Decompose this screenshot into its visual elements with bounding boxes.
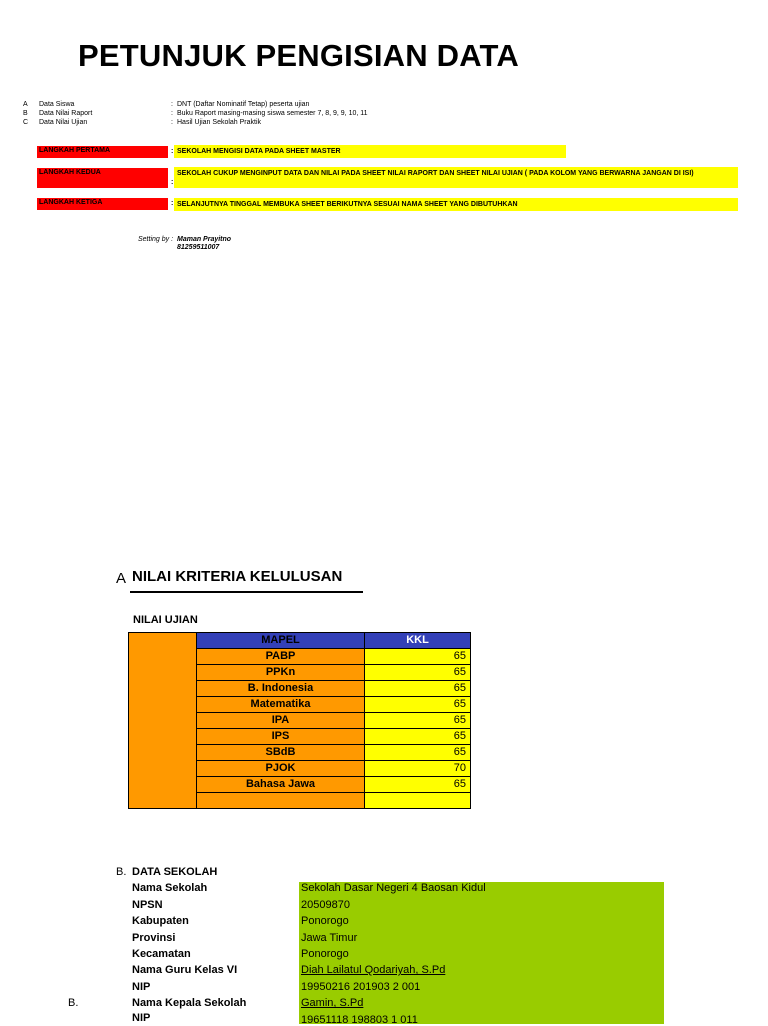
mapel-cell[interactable]: Matematika — [197, 697, 365, 713]
item-name: Data Siswa — [39, 101, 75, 108]
step-text: SELANJUTNYA TINGGAL MEMBUKA SHEET BERIKUTNYA SESUAI NAMA SHEET YANG DIBUTUHKAN — [174, 198, 738, 211]
nilai-ujian-heading: NILAI UJIAN — [133, 614, 198, 626]
field-value-nama-guru[interactable]: Diah Lailatul Qodariyah, S.Pd — [301, 964, 446, 976]
merged-side-cell — [129, 633, 197, 809]
item-colon: : — [171, 119, 173, 126]
mapel-cell[interactable]: PABP — [197, 649, 365, 665]
field-value-provinsi[interactable]: Jawa Timur — [301, 932, 358, 944]
field-label-nama-guru: Nama Guru Kelas VI — [132, 964, 238, 976]
step-colon: : — [171, 200, 174, 207]
kkl-cell[interactable]: 65 — [365, 649, 471, 665]
item-desc: Hasil Ujian Sekolah Praktik — [177, 119, 262, 126]
item-name: Data Nilai Raport — [39, 110, 93, 117]
field-label-nip-kepala: NIP — [132, 1012, 151, 1024]
field-label-kecamatan: Kecamatan — [132, 948, 191, 960]
field-value-npsn[interactable]: 20509870 — [301, 899, 350, 911]
step-colon: : — [171, 148, 174, 155]
mapel-cell[interactable] — [197, 793, 365, 809]
field-label-provinsi: Provinsi — [132, 932, 176, 944]
mapel-cell[interactable]: IPS — [197, 729, 365, 745]
section-a-letter: A — [116, 570, 127, 587]
kkl-cell[interactable]: 65 — [365, 745, 471, 761]
kkl-cell[interactable]: 65 — [365, 713, 471, 729]
item-colon: : — [171, 101, 173, 108]
item-letter: B — [23, 110, 28, 117]
item-colon: : — [171, 110, 173, 117]
field-value-nip-guru[interactable]: 19950216 201903 2 001 — [301, 981, 421, 993]
step-label: LANGKAH PERTAMA — [37, 146, 168, 158]
field-label-kepala-sekolah: Nama Kepala Sekolah — [132, 997, 247, 1009]
page-title: PETUNJUK PENGISIAN DATA — [78, 38, 519, 73]
setting-label: Setting by : — [138, 236, 174, 243]
kkl-cell[interactable]: 70 — [365, 761, 471, 777]
kkl-cell[interactable]: 65 — [365, 777, 471, 793]
item-name: Data Nilai Ujian — [39, 119, 88, 126]
mapel-cell[interactable]: SBdB — [197, 745, 365, 761]
kkl-table — [128, 632, 471, 809]
item-desc: Buku Raport masing-masing siswa semester 7, 8, 9, 9, 10, 11 — [177, 110, 368, 117]
section-b-title: DATA SEKOLAH — [132, 866, 218, 878]
field-value-nip-kepala[interactable]: 19651118 198803 1 011 — [301, 1014, 418, 1026]
item-letter: A — [23, 101, 28, 108]
field-value-nama-sekolah[interactable]: Sekolah Dasar Negeri 4 Baosan Kidul — [301, 882, 486, 894]
item-letter: C — [23, 119, 29, 126]
kkl-cell[interactable]: 65 — [365, 729, 471, 745]
section-b-letter-2: B. — [68, 997, 79, 1009]
section-a-title: NILAI KRITERIA KELULUSAN — [132, 568, 343, 585]
setting-name: Maman Prayitno — [177, 236, 232, 243]
mapel-cell[interactable]: IPA — [197, 713, 365, 729]
kkl-cell[interactable]: 65 — [365, 697, 471, 713]
field-label-kabupaten: Kabupaten — [132, 915, 189, 927]
column-header-kkl: KKL — [365, 633, 471, 649]
setting-phone: 81259511007 — [177, 244, 220, 251]
mapel-cell[interactable]: Bahasa Jawa — [197, 777, 365, 793]
kkl-cell[interactable] — [365, 793, 471, 809]
mapel-cell[interactable]: PJOK — [197, 761, 365, 777]
section-a-underline — [130, 591, 363, 593]
section-b-letter: B. — [116, 866, 127, 878]
field-label-nip-guru: NIP — [132, 981, 151, 993]
field-value-kecamatan[interactable]: Ponorogo — [301, 948, 349, 960]
mapel-cell[interactable]: B. Indonesia — [197, 681, 365, 697]
step-text: SEKOLAH MENGISI DATA PADA SHEET MASTER — [174, 145, 566, 158]
kkl-cell[interactable]: 65 — [365, 681, 471, 697]
step-text: SEKOLAH CUKUP MENGINPUT DATA DAN NILAI PADA SHEET NILAI RAPORT DAN SHEET NILAI UJIAN ( PADA KOLOM YANG BERWARNA JANGAN DI ISI) — [174, 167, 738, 188]
column-header-mapel: MAPEL — [197, 633, 365, 649]
step-label: LANGKAH KEDUA — [37, 168, 168, 188]
field-value-kabupaten[interactable]: Ponorogo — [301, 915, 349, 927]
step-label: LANGKAH KETIGA — [37, 198, 168, 210]
step-colon: : — [171, 179, 174, 186]
field-value-kepala-sekolah[interactable]: Gamin, S.Pd — [301, 997, 364, 1009]
field-label-npsn: NPSN — [132, 899, 163, 911]
kkl-cell[interactable]: 65 — [365, 665, 471, 681]
field-label-nama-sekolah: Nama Sekolah — [132, 882, 208, 894]
item-desc: DNT (Daftar Nominatif Tetap) peserta ujian — [177, 101, 310, 108]
table-header-row — [129, 633, 471, 649]
mapel-cell[interactable]: PPKn — [197, 665, 365, 681]
